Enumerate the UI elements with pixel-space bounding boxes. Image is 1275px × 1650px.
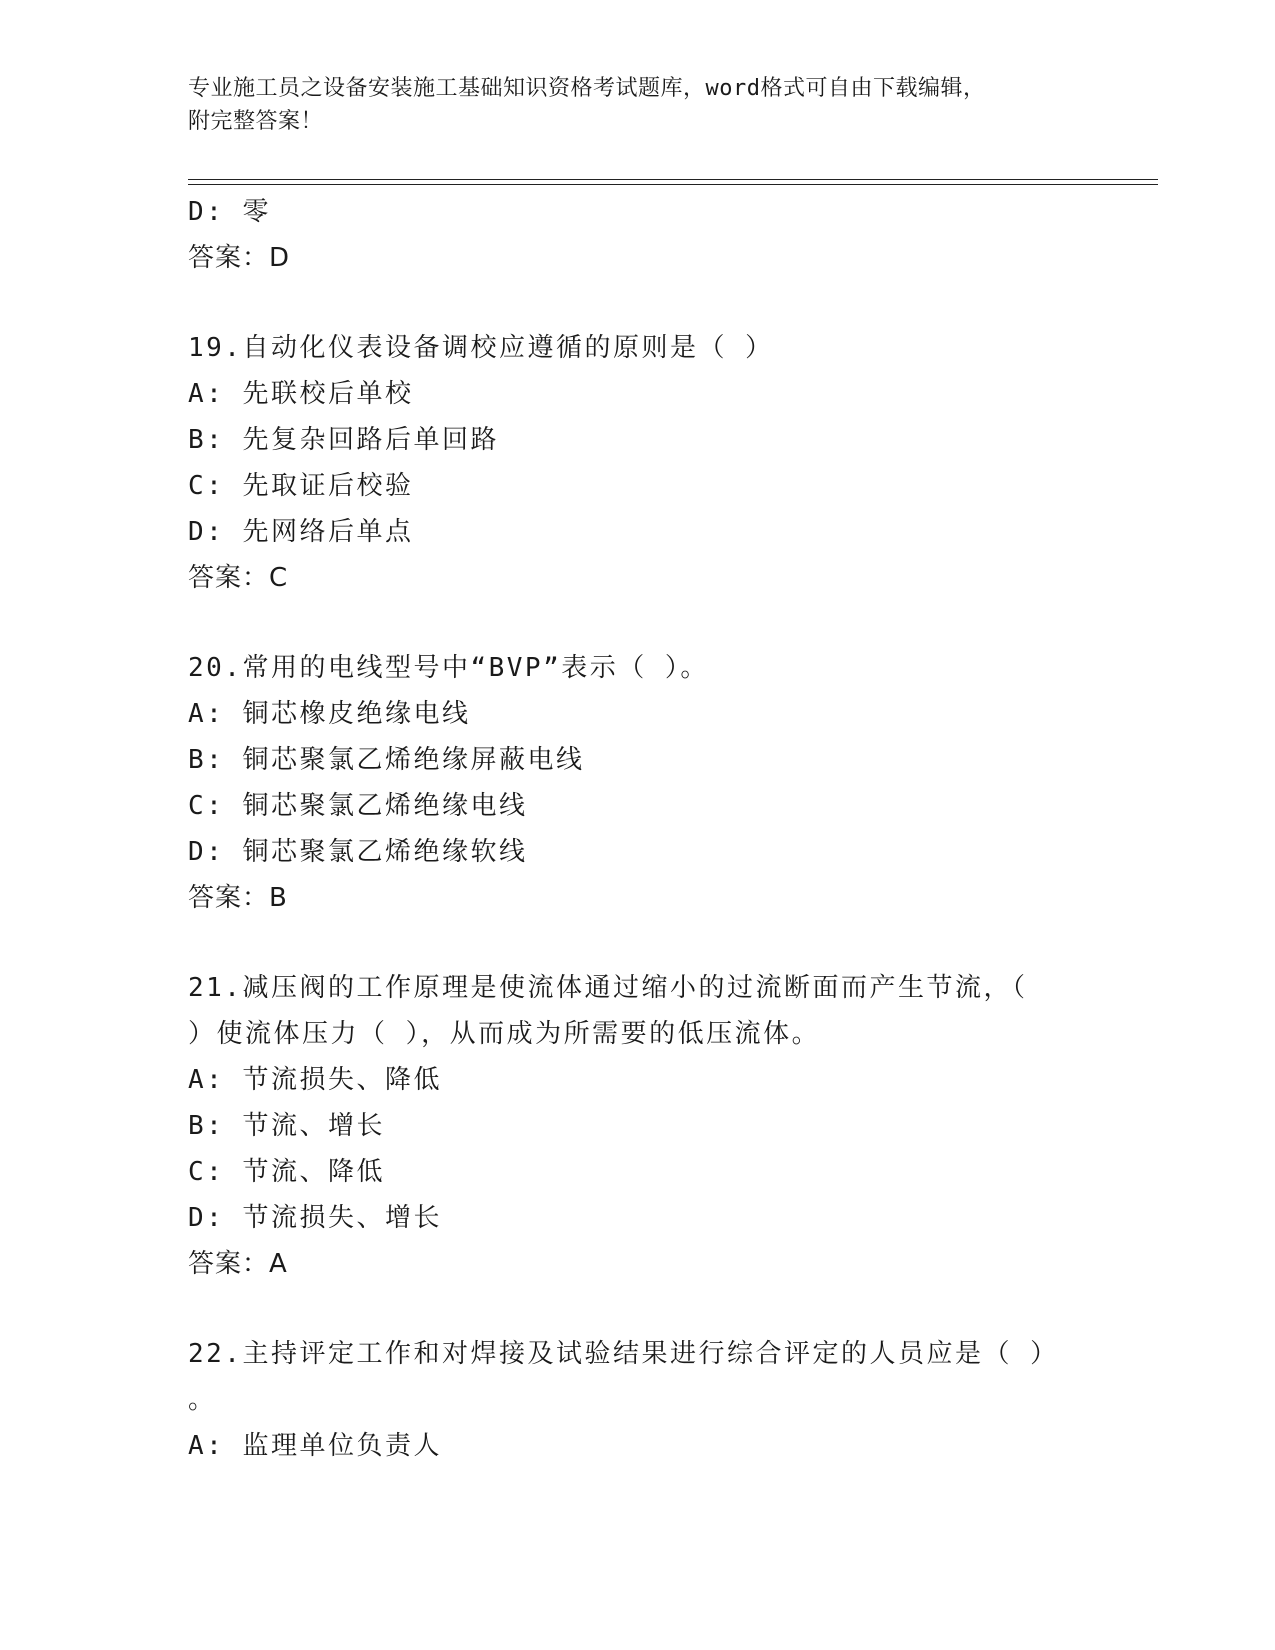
option-a: A: 先联校后单校 bbox=[188, 379, 414, 409]
option-c: C: 铜芯聚氯乙烯绝缘电线 bbox=[188, 791, 528, 821]
document-header bbox=[188, 72, 1088, 138]
option-c: C: 先取证后校验 bbox=[188, 471, 414, 501]
answer: 答案：C bbox=[188, 563, 289, 593]
answer: 答案：B bbox=[188, 883, 288, 913]
option-a: A: 铜芯橡皮绝缘电线 bbox=[188, 699, 471, 729]
question-title-line-1: 21.减压阀的工作原理是使流体通过缩小的过流断面而产生节流，（ bbox=[188, 973, 1028, 1003]
header-line-2: 附完整答案！ bbox=[188, 109, 324, 134]
question-list bbox=[188, 190, 1158, 1470]
option-d: D: 铜芯聚氯乙烯绝缘软线 bbox=[188, 837, 528, 867]
question-title-line-2: ）使流体压力（ ），从而成为所需要的低压流体。 bbox=[188, 1019, 821, 1049]
option-a: A: 节流损失、降低 bbox=[188, 1065, 442, 1095]
question-title-line-1: 22.主持评定工作和对焊接及试验结果进行综合评定的人员应是（ ） bbox=[188, 1339, 1059, 1369]
option-b: B: 铜芯聚氯乙烯绝缘屏蔽电线 bbox=[188, 745, 585, 775]
header-divider-top bbox=[188, 179, 1158, 180]
question-title: 20.常用的电线型号中“BVP”表示（ ）。 bbox=[188, 653, 709, 683]
option-d: D: 节流损失、增长 bbox=[188, 1203, 442, 1233]
option-b: B: 节流、增长 bbox=[188, 1111, 385, 1141]
option-a: A: 监理单位负责人 bbox=[188, 1431, 442, 1461]
answer: 答案：A bbox=[188, 1249, 288, 1279]
question-20 bbox=[188, 646, 1158, 922]
option-c: C: 节流、降低 bbox=[188, 1157, 385, 1187]
question-18-tail bbox=[188, 190, 1158, 282]
question-title-line-2: 。 bbox=[188, 1385, 217, 1415]
question-22 bbox=[188, 1332, 1158, 1470]
question-19 bbox=[188, 326, 1158, 602]
question-21 bbox=[188, 966, 1158, 1288]
header-divider-bottom bbox=[188, 184, 1158, 185]
header-line-1: 专业施工员之设备安装施工基础知识资格考试题库，word格式可自由下载编辑， bbox=[188, 76, 986, 101]
question-title: 19.自动化仪表设备调校应遵循的原则是（ ） bbox=[188, 333, 774, 363]
option-b: B: 先复杂回路后单回路 bbox=[188, 425, 499, 455]
option-d: D: 先网络后单点 bbox=[188, 517, 414, 547]
answer: 答案：D bbox=[188, 243, 291, 273]
option-d: D: 零 bbox=[188, 197, 271, 227]
